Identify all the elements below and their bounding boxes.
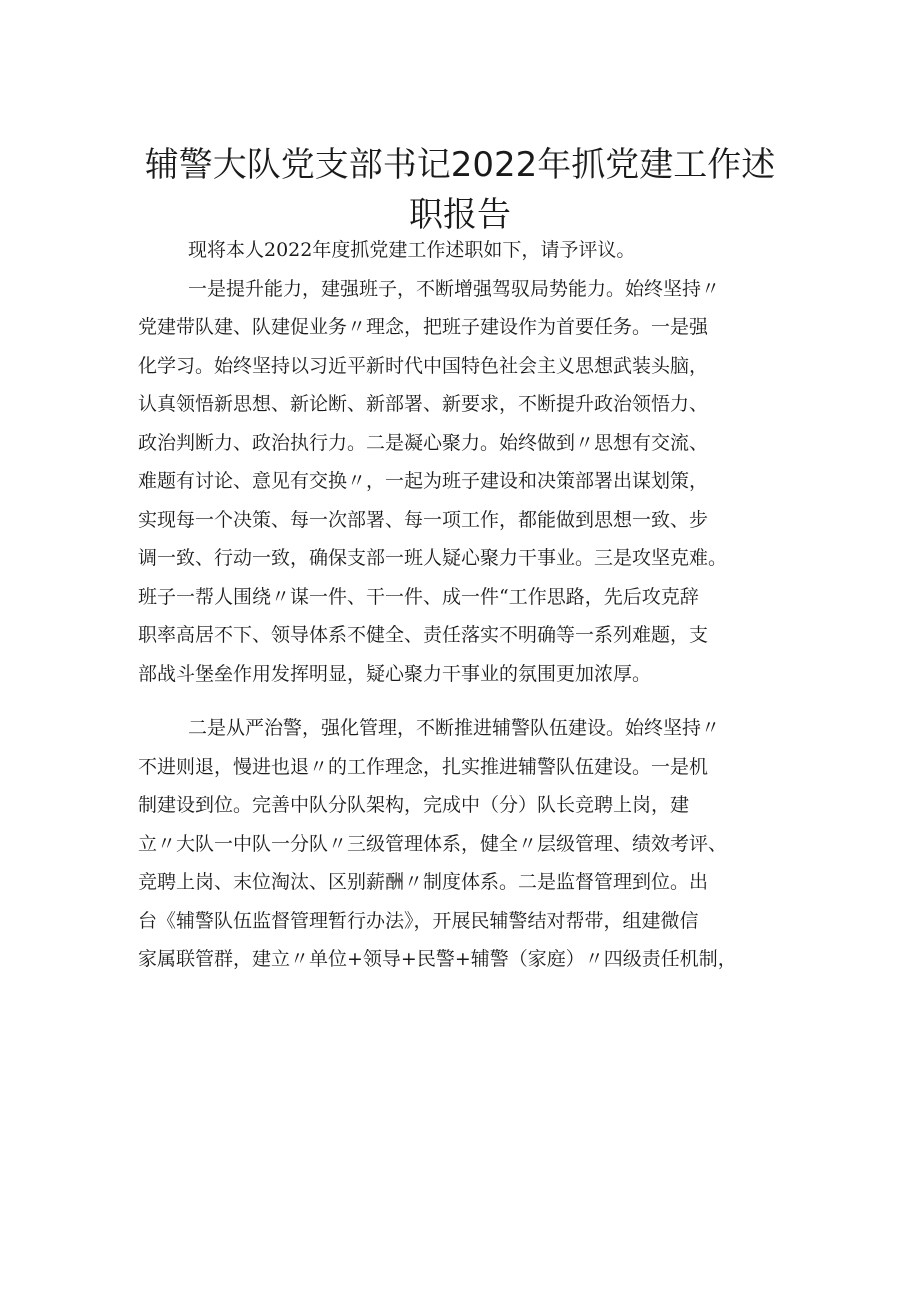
paragraph-line: 实现每一个决策、每一次部署、每一项工作，都能做到思想一致、步 [138, 508, 709, 531]
paragraph-line: 竞聘上岗、末位淘汰、区别薪酬〃制度体系。二是监督管理到位。出 [138, 871, 709, 893]
paragraph-line: 认真领悟新思想、新论断、新部署、新要求，不断提升政治领悟力、 [138, 393, 709, 415]
title-line-2: 职报告 [409, 195, 511, 235]
paragraph-management [138, 709, 798, 979]
paragraph-intro [138, 231, 798, 270]
paragraph-line: 政治判断力、政治执行力。二是凝心聚力。始终做到〃思想有交流、 [138, 431, 709, 454]
paragraph-line: 化学习。始终坚持以习近平新时代中国特色社会主义思想武装头脑， [138, 354, 709, 377]
paragraph-line: 部战斗堡垒作用发挥明显，疑心聚力干事业的氛围更加浓厚。 [138, 662, 652, 685]
paragraph-capability [138, 270, 798, 694]
document-title [0, 140, 920, 240]
paragraph-line: 不进则退，慢进也退〃的工作理念，扎实推进辅警队伍建设。一是机 [138, 755, 709, 778]
document-body [138, 231, 798, 979]
paragraph-line: 制建设到位。完善中队分队架构，完成中（分）队长竞聘上岗，建 [138, 794, 690, 816]
paragraph-line: 台《辅警队伍监督管理暂行办法》，开展民辅警结对帮带，组建微信 [138, 909, 699, 932]
paragraph-line: 立〃大队一中队一分队〃三级管理体系，健全〃层级管理、绩效考评、 [138, 832, 728, 855]
paragraph-gap [138, 693, 798, 709]
paragraph-line: 党建带队建、队建促业务〃理念，把班子建设作为首要任务。一是强 [138, 316, 709, 338]
paragraph-line: 职率高居不下、领导体系不健全、责任落实不明确等一系列难题，支 [138, 624, 709, 646]
paragraph-line: 调一致、行动一致，确保支部一班人疑心聚力干事业。三是攻坚克难。 [138, 547, 728, 569]
paragraph-line: 二是从严治警，强化管理，不断推进辅警队伍建设。始终坚持〃 [188, 717, 721, 739]
paragraph-line: 难题有讨论、意见有交换〃，一起为班子建设和决策部署出谋划策， [138, 470, 709, 492]
paragraph-line: 班子一帮人围绕〃谋一件、干一件、成一件“工作思路，先后攻克辞 [138, 585, 699, 608]
title-line-1: 辅警大队党支部书记2022年抓党建工作述 [144, 145, 776, 185]
paragraph-line: 家属联管群，建立〃单位+领导+民警+辅警（家庭）〃四级责任机制， [138, 948, 737, 970]
paragraph-line: 现将本人2022年度抓党建工作述职如下，请予评议。 [188, 239, 636, 261]
paragraph-line: 一是提升能力，建强班子，不断增强驾驭局势能力。始终坚持〃 [188, 277, 721, 300]
